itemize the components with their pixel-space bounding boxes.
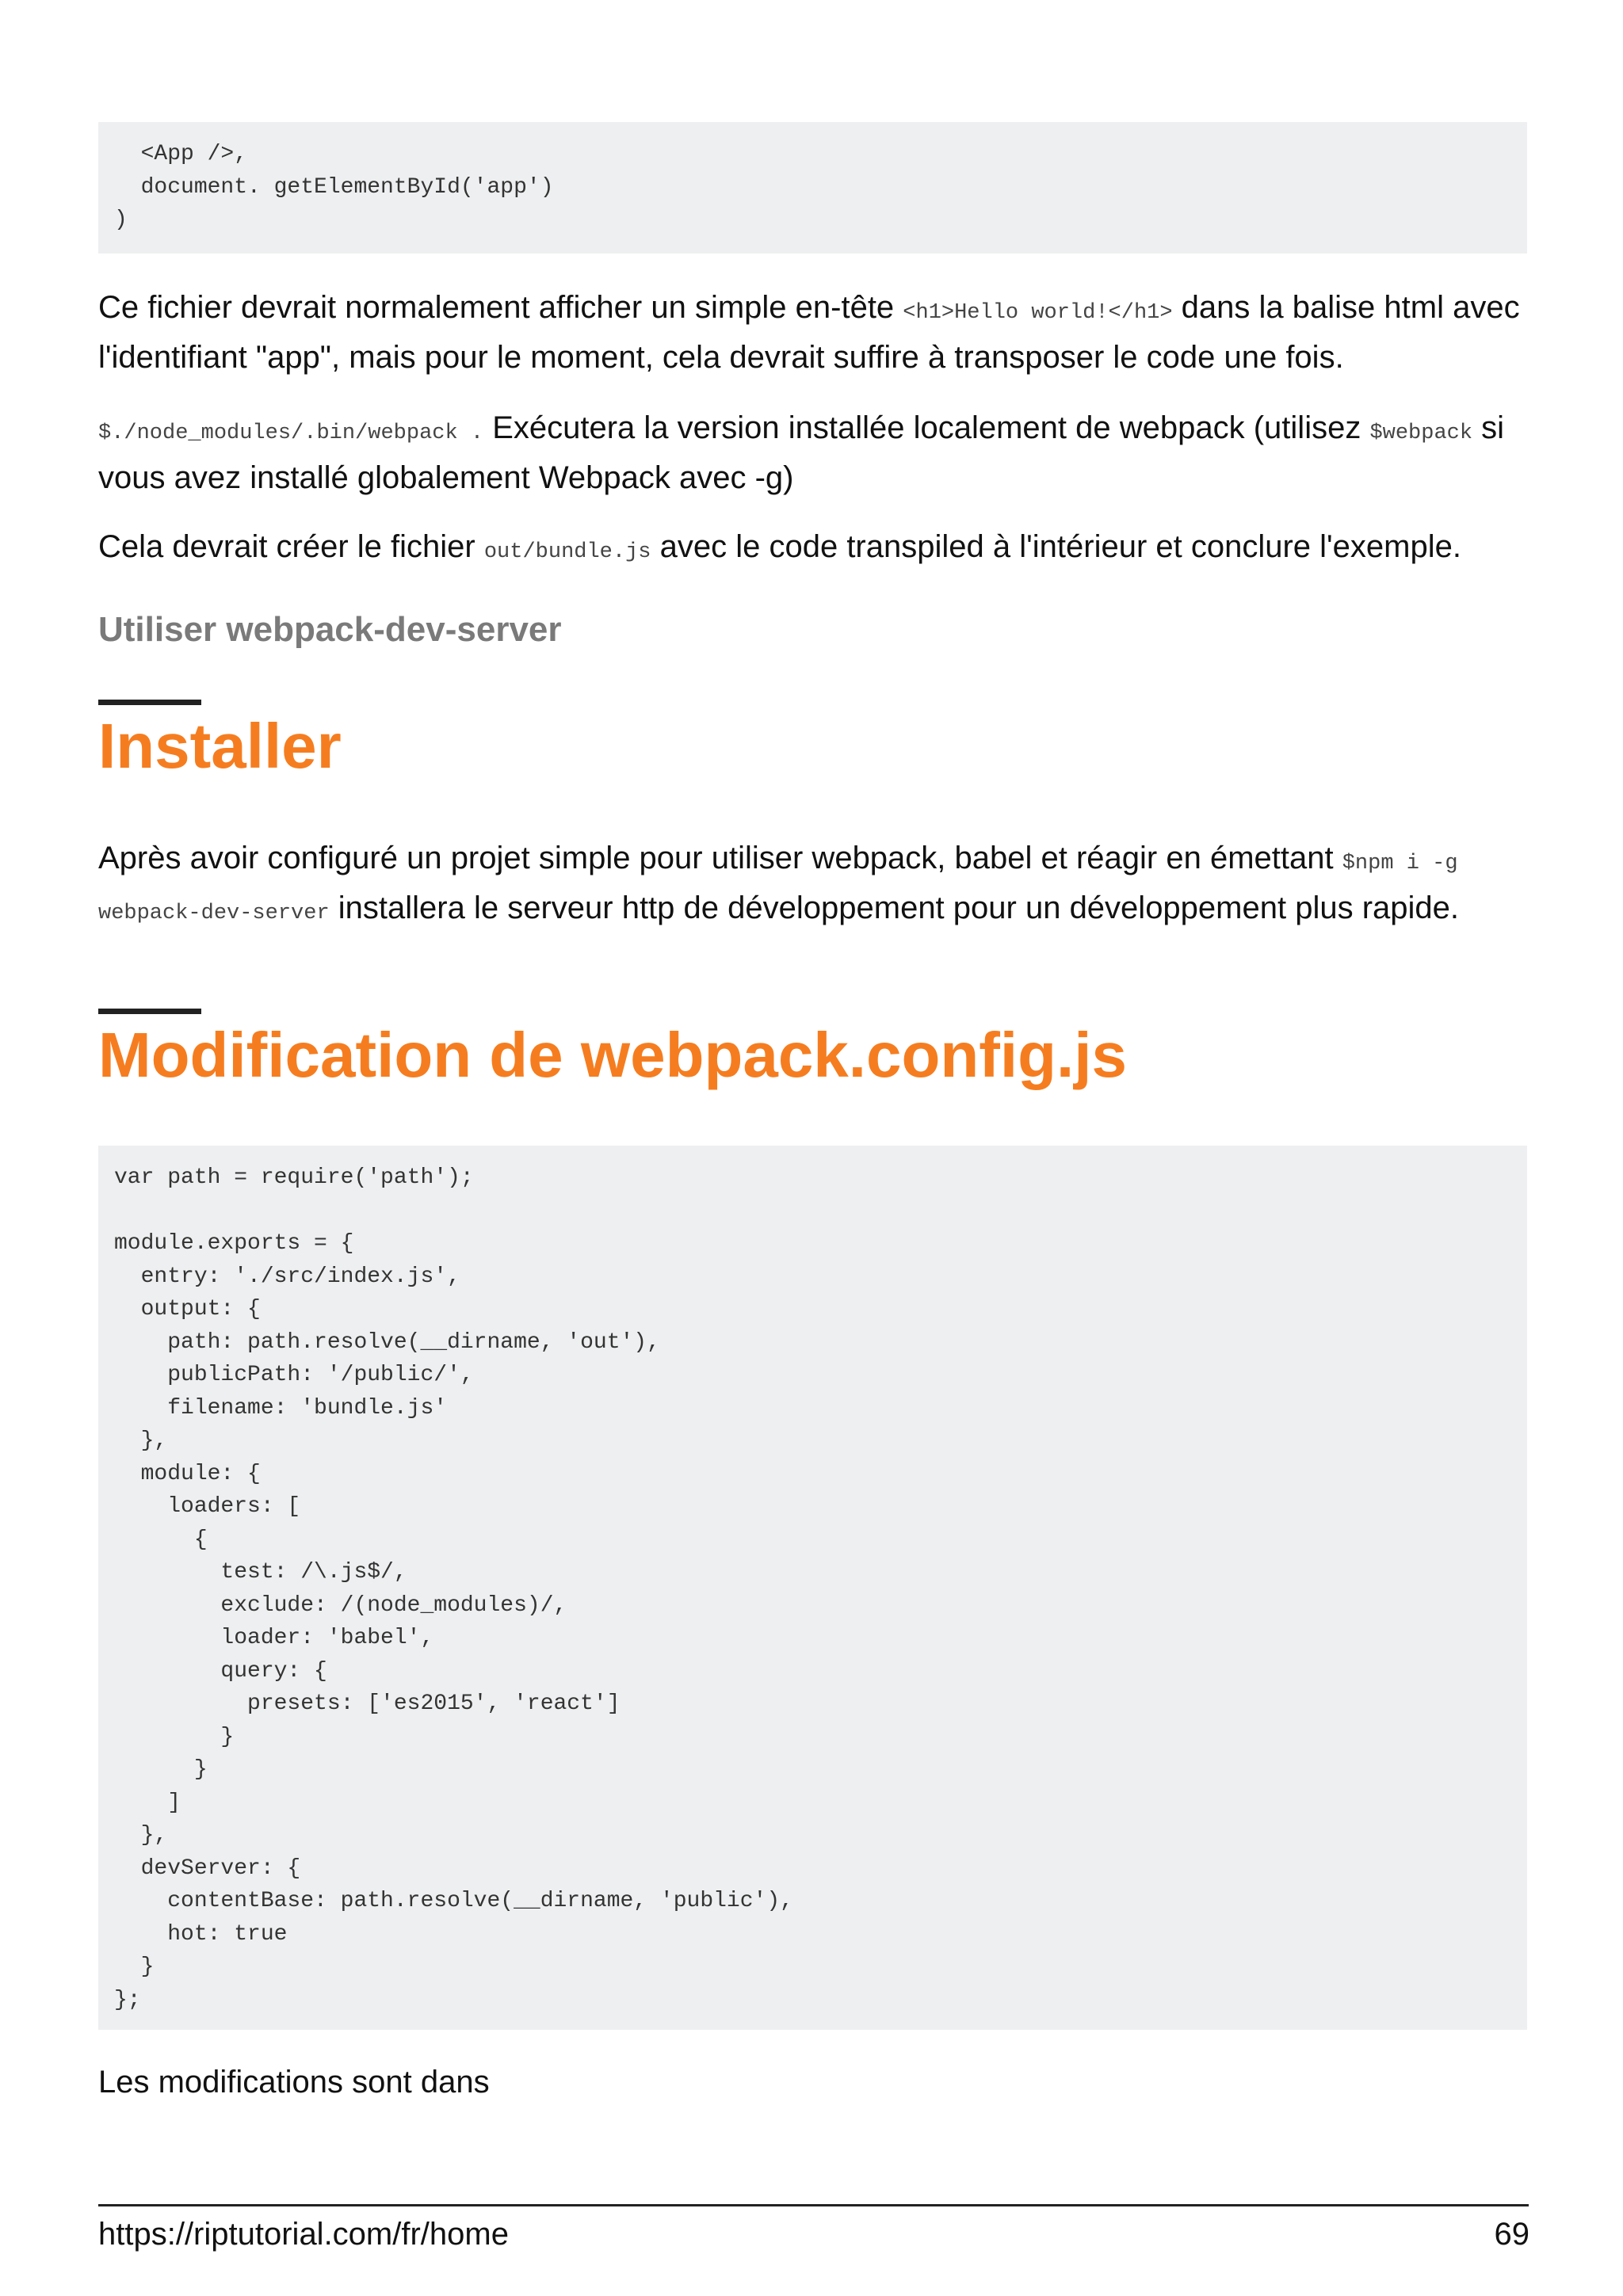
heading-rule [98,1009,201,1014]
para3-text2: avec le code transpiled à l'intérieur et conclure l'exemple. [651,529,1461,564]
footer-url: https://riptutorial.com/fr/home [98,2217,509,2252]
heading-rule [98,700,201,705]
paragraph-hello-world [98,285,1527,379]
heading-installer: Installer [98,711,342,781]
inline-code-h1: <h1>Hello world!</h1> [903,301,1173,325]
para2-text1: Exécutera la version installée localement de webpack (utilisez [483,410,1370,445]
paragraph-install [98,836,1527,936]
para3-text1: Cela devrait créer le fichier [98,529,484,564]
inline-code-bundle: out/bundle.js [483,540,651,564]
paragraph-bundle [98,524,1527,574]
footer-divider [98,2204,1529,2206]
inline-code-webpack-global: $webpack [1369,421,1473,445]
code-block-top: <App />, document. getElementById('app') ) [98,122,1527,254]
subtitle-webpack-dev-server: Utiliser webpack-dev-server [98,610,562,649]
code-block-webpack-config: var path = require('path'); module.exports = { entry: './src/index.js', output: { path: path.resolve(__dirname, 'out'), publicPath: '/public/', filename: 'bundle.js' }, module: { loaders: [ { test: /\.js$/, exclude: /(node_modules)/, loader: 'babel', query: { presets: ['es2015', 'react'] } } ] }, devServer: { contentBase: path.resolve(__dirname, 'public'), hot: true } }; [98,1146,1527,2030]
paragraph-modifications: Les modifications sont dans [98,2065,490,2100]
inline-code-webpack-path: $./node_modules/.bin/webpack . [98,421,484,445]
para2-text2: si vous avez installé globalement Webpack avec -g) [98,410,1505,495]
para4-text2: installera le serveur http de développement pour un développement plus rapide. [329,891,1460,925]
heading-modification: Modification de webpack.config.js [98,1020,1127,1090]
paragraph-webpack-run [98,406,1527,500]
para4-text1: Après avoir configuré un projet simple pour utiliser webpack, babel et réagir en émettant [98,841,1342,875]
para1-text2: dans la balise html avec l'identifiant "app", mais pour le moment, cela devrait suffire à transposer le code une fois. [98,290,1520,375]
para1-text1: Ce fichier devrait normalement afficher un simple en-tête [98,290,903,325]
inline-code-npm: $npm i -g webpack-dev-server [98,852,1458,925]
page-number: 69 [1494,2217,1529,2252]
